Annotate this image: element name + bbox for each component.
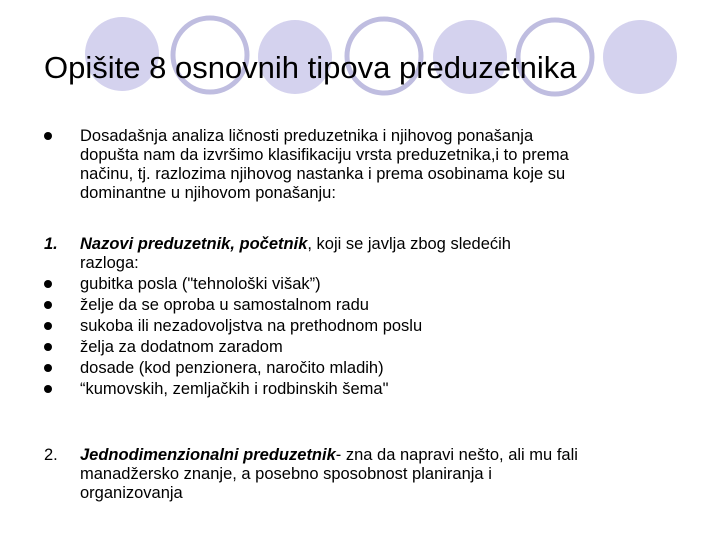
reason-item bbox=[44, 338, 704, 357]
reason-text: želje da se oproba u samostalnom radu bbox=[80, 296, 369, 314]
type-2-heading bbox=[44, 446, 704, 503]
reason-item bbox=[44, 275, 704, 294]
type-1-line-2: razloga: bbox=[80, 254, 139, 272]
reason-item bbox=[44, 359, 704, 378]
type-2-line-2: manadžersko znanje, a posebno sposobnost planiranja i bbox=[80, 465, 492, 483]
bullet-icon bbox=[44, 322, 52, 330]
reason-item bbox=[44, 296, 704, 315]
type-2-line-3: organizovanja bbox=[80, 484, 183, 502]
reason-text: sukoba ili nezadovoljstva na prethodnom poslu bbox=[80, 317, 423, 335]
intro-line-3: načinu, tj. razlozima njihovog nastanka i prema osobinama koje su bbox=[80, 165, 566, 183]
reason-item bbox=[44, 380, 704, 399]
bullet-icon bbox=[44, 280, 52, 288]
reason-text: dosade (kod penzionera, naročito mladih) bbox=[80, 359, 384, 377]
type-1-rest: , koji se javlja zbog sledećih bbox=[307, 235, 511, 253]
reason-text: “kumovskih, zemljačkih i rodbinskih šema" bbox=[80, 380, 389, 398]
reason-text: gubitka posla ("tehnološki višak”) bbox=[80, 275, 321, 293]
type-2-name: Jednodimenzionalni preduzetnik bbox=[80, 446, 336, 464]
slide-title: Opišite 8 osnovnih tipova preduzetnika bbox=[44, 50, 577, 85]
type-1-heading bbox=[44, 235, 704, 273]
circle-7 bbox=[603, 20, 677, 94]
bullet-icon bbox=[44, 132, 52, 140]
intro-line-2: dopušta nam da izvršimo klasifikaciju vrsta preduzetnika,i to prema bbox=[80, 146, 569, 164]
intro-paragraph bbox=[44, 127, 704, 203]
reason-text: želja za dodatnom zaradom bbox=[80, 338, 283, 356]
type-2-section bbox=[44, 446, 704, 503]
intro-line-1: Dosadašnja analiza ličnosti preduzetnika i njihovog ponašanja bbox=[80, 127, 534, 145]
type-2-number: 2. bbox=[44, 446, 58, 464]
bullet-icon bbox=[44, 343, 52, 351]
intro-line-4: dominantne u njihovom ponašanju: bbox=[80, 184, 336, 202]
bullet-icon bbox=[44, 301, 52, 309]
bullet-icon bbox=[44, 385, 52, 393]
type-1-section bbox=[44, 235, 704, 399]
bullet-icon bbox=[44, 364, 52, 372]
type-1-number: 1. bbox=[44, 235, 58, 253]
type-2-rest: - zna da napravi nešto, ali mu fali bbox=[335, 446, 578, 464]
type-1-name: Nazovi preduzetnik, početnik bbox=[80, 235, 308, 253]
intro-item bbox=[44, 127, 704, 203]
reason-item bbox=[44, 317, 704, 336]
